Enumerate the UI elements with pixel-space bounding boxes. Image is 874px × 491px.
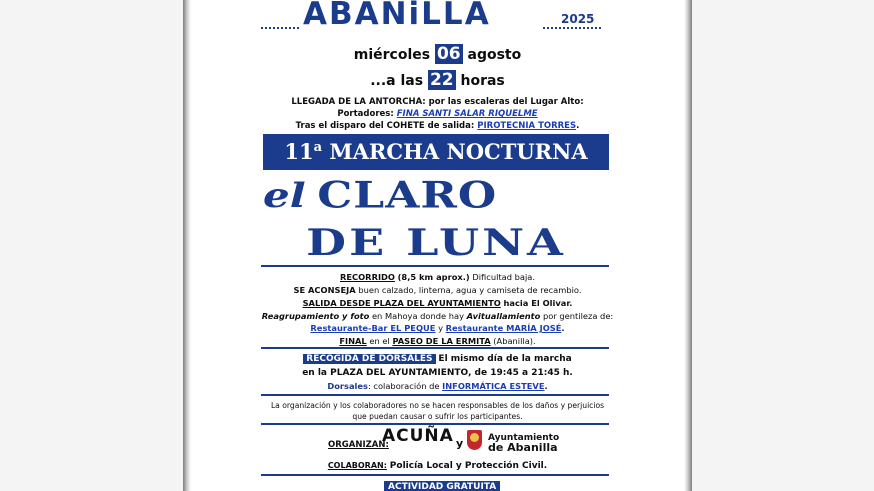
abanilla-shield-icon <box>467 430 482 450</box>
dorsales-place-line: en la PLAZA DEL AYUNTAMIENTO, de 19:45 a 21:45 h. <box>302 368 573 378</box>
aconseja-line: SE ACONSEJA buen calzado, linterna, agua y camiseta de recambio. <box>293 285 582 295</box>
antorcha-line: LLEGADA DE LA ANTORCHA: por las escaleras del Lugar Alto: <box>291 97 584 107</box>
divider-3 <box>261 394 609 396</box>
edition-number: 11 <box>284 139 314 164</box>
right-letterbox <box>691 0 874 491</box>
hour-box: 22 <box>429 70 454 90</box>
month: agosto <box>467 47 522 63</box>
restaurant-el-peque: Restaurante-Bar EL PEQUE <box>310 323 436 333</box>
poster-header <box>261 0 621 34</box>
date-line <box>191 44 684 64</box>
claro-word: CLARO <box>317 174 498 217</box>
dorsales-colab-line: Dorsales: colaboración de INFORMÁTICA ESTEVE. <box>327 381 548 391</box>
day-box: 06 <box>436 44 461 64</box>
restaurantes-line: Restaurante-Bar EL PEQUE y Restaurante MARÍA JOSÉ. <box>310 323 565 333</box>
year-label: 2025 <box>561 12 595 26</box>
weekday: miércoles <box>353 47 431 63</box>
time-suffix: horas <box>460 73 505 89</box>
portadores-name: FINA SANTI SALAR RIQUELME <box>396 109 538 119</box>
acuna-logo: ACUÑA <box>382 426 454 446</box>
divider-4 <box>261 423 609 425</box>
divider-2 <box>261 347 609 349</box>
time-prefix: ...a las <box>370 73 424 89</box>
divider-5 <box>261 474 609 476</box>
final-line: FINAL en el PASEO DE LA ERMITA (Abanilla). <box>339 336 536 346</box>
dotted-line-left <box>261 27 301 29</box>
cohete-line: Tras el disparo del COHETE de salida: PIROTECNIA TORRES. <box>295 121 580 131</box>
pirotecnia-name: PIROTECNIA TORRES <box>477 121 577 131</box>
marcha-title: MARCHA NOCTURNA <box>329 139 588 164</box>
dorsales-label: RECOGIDA DE DORSALES <box>303 354 435 364</box>
time-line <box>191 70 684 90</box>
organizan-label: ORGANIZAN: <box>328 440 389 450</box>
left-letterbox <box>0 0 183 491</box>
left-page-shadow <box>183 0 191 491</box>
colaboran-line: COLABORAN: Policía Local y Protección Civil. <box>327 461 548 471</box>
divider-1 <box>261 265 609 267</box>
luna-title <box>263 215 609 265</box>
town-title: ABANiLLA <box>303 0 491 32</box>
ayuntamiento-logo: Ayuntamiento de Abanilla <box>488 433 560 454</box>
marcha-banner: 11$^a$ MARCHA NOCTURNA <box>263 134 609 170</box>
dotted-line-right <box>543 27 601 29</box>
restaurant-maria-jose: Restaurante MARÍA JOSÉ <box>445 323 562 333</box>
luna-word: DE LUNA <box>306 220 566 264</box>
recorrido-line: RECORRIDO (8,5 km aprox.) Dificultad baja. <box>339 272 536 282</box>
dorsales-line: RECOGIDA DE DORSALES El mismo día de la marcha <box>191 353 684 366</box>
portadores-line: Portadores: FINA SANTI SALAR RIQUELME <box>337 109 538 119</box>
reagrupamiento-line: Reagrupamiento y foto en Mahoya donde hay Avituallamiento por gentileza de: <box>261 311 614 321</box>
event-poster <box>191 0 684 491</box>
salida-line: SALIDA DESDE PLAZA DEL AYUNTAMIENTO hacia El Olivar. <box>302 298 573 308</box>
disclaimer-1: La organización y los colaboradores no se hacen responsables de los daños y perjuicios <box>270 401 605 410</box>
informatica-esteve: INFORMÁTICA ESTEVE <box>442 381 545 391</box>
actividad-gratuita-badge: ACTIVIDAD GRATUITA <box>384 481 500 491</box>
right-page-shadow <box>684 0 692 491</box>
disclaimer-2: que puedan causar o sufrir los participantes. <box>352 412 523 421</box>
el-word: el <box>263 175 306 216</box>
organizan-and: y <box>456 437 464 450</box>
